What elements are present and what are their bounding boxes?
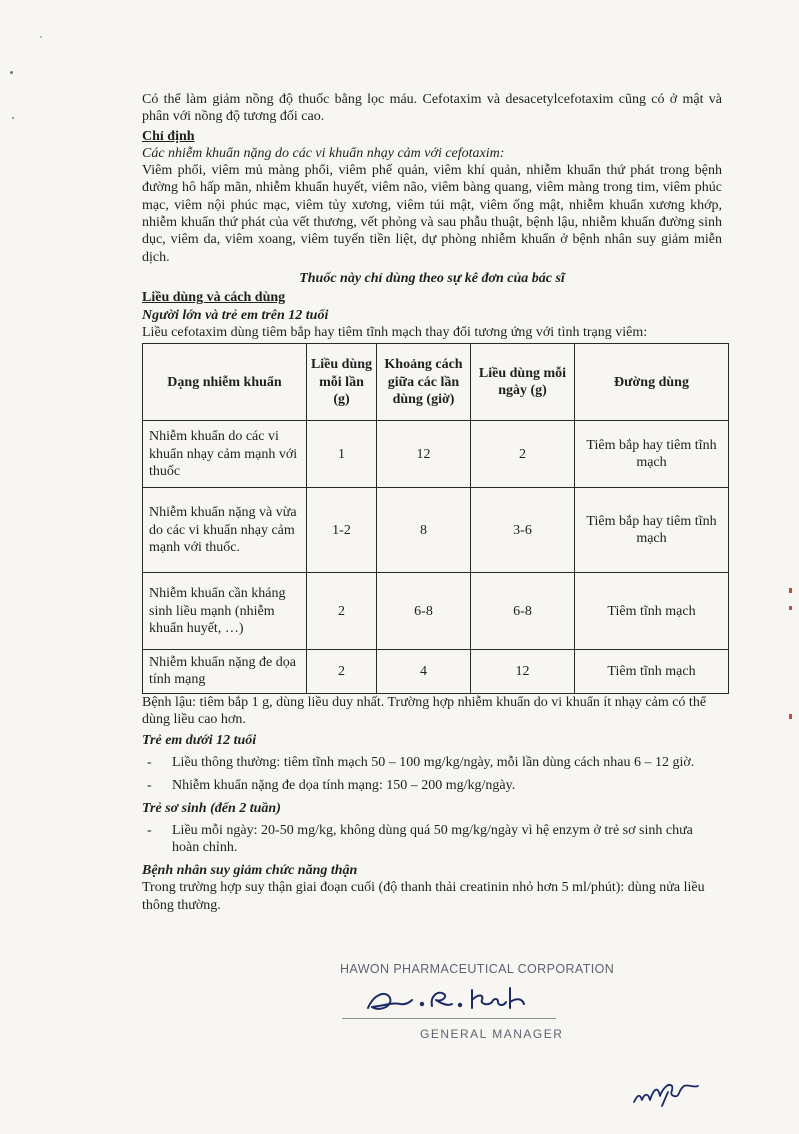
interval-cell: 8 xyxy=(377,488,471,573)
route-cell: Tiêm tĩnh mạch xyxy=(575,573,729,650)
scan-speck xyxy=(10,71,13,74)
table-header-cell: Dạng nhiễm khuẩn xyxy=(143,344,307,421)
table-header-cell: Liều dùng mỗi ngày (g) xyxy=(471,344,575,421)
dosage-table xyxy=(142,343,729,694)
route-cell: Tiêm bắp hay tiêm tĩnh mạch xyxy=(575,421,729,488)
table-header-cell: Đường dùng xyxy=(575,344,729,421)
dosage-heading: Liều dùng và cách dùng xyxy=(142,290,286,306)
dose-per-time-cell: 2 xyxy=(307,650,377,694)
table-header-cell: Khoảng cách giữa các lần dùng (giờ) xyxy=(377,344,471,421)
document-body xyxy=(142,91,722,914)
table-header-cell: Liều dùng mỗi lần (g) xyxy=(307,344,377,421)
list-marker: - xyxy=(147,822,152,838)
daily-dose-cell: 6-8 xyxy=(471,573,575,650)
scan-edge-mark xyxy=(789,588,792,593)
renal-text: Trong trường hợp suy thận giai đoạn cuối (độ thanh thải creatinin nhỏ hơn 5 ml/phút): dùng nửa liều thông thường. xyxy=(142,880,705,913)
manager-title: GENERAL MANAGER xyxy=(420,1027,564,1041)
daily-dose-cell: 12 xyxy=(471,650,575,694)
dose-per-time-cell: 1-2 xyxy=(307,488,377,573)
list-item: - Liều thông thường: tiêm tĩnh mạch 50 – 100 mg/kg/ngày, mỗi lần dùng cách nhau 6 – 12 giờ. xyxy=(147,754,695,770)
adults-intro: Liều cefotaxim dùng tiêm bắp hay tiêm tĩnh mạch thay đổi tương ứng với tình trạng viêm: xyxy=(142,324,648,340)
children-dosage-list xyxy=(142,754,722,795)
newborn-dosage-list xyxy=(142,822,722,857)
indications-text: Viêm phổi, viêm mủ màng phổi, viêm phế quản, viêm khí quản, nhiễm khuẩn thứ phát trong bệnh đường hô hấp mãn, nhiễm khuẩn huyết, viêm não, viêm bàng quang, viêm màng trong tim, viêm phúc mạc, viêm nội phúc mạc, viêm tủy xương, viêm túi mật, viêm ống mật, nhiễm khuẩn xương khớp, nhiễm khuẩn thứ phát của vết thương, vết phỏng và sau phẫu thuật, bệnh lậu, nhiễm khuẩn đường sinh dục, viêm da, viêm xoang, viêm tuyến tiền liệt, dự phòng nhiễm khuẩn ở bệnh nhân suy giảm miễn dịch. xyxy=(142,163,722,265)
route-cell: Tiêm tĩnh mạch xyxy=(575,650,729,694)
route-cell: Tiêm bắp hay tiêm tĩnh mạch xyxy=(575,488,729,573)
daily-dose-cell: 2 xyxy=(471,421,575,488)
company-stamp: HAWON PHARMACEUTICAL CORPORATION xyxy=(340,962,615,976)
gonorrhea-note: Bệnh lậu: tiêm bắp 1 g, dùng liều duy nhất. Trường hợp nhiễm khuẩn do vi khuẩn ít nhạy cảm có thể dùng liều cao hơn. xyxy=(142,694,707,728)
children-heading: Trẻ em dưới 12 tuổi xyxy=(142,733,257,749)
newborn-heading: Trẻ sơ sinh (đến 2 tuần) xyxy=(142,801,281,817)
list-marker: - xyxy=(147,754,152,770)
infection-type-cell: Nhiễm khuẩn nặng và vừa do các vi khuẩn nhạy cảm mạnh với thuốc. xyxy=(143,488,307,573)
list-marker: - xyxy=(147,777,152,793)
table-row xyxy=(143,573,729,650)
indications-subheading: Các nhiễm khuẩn nặng do các vi khuẩn nhạy cảm với cefotaxim: xyxy=(142,145,505,161)
daily-dose-cell: 3-6 xyxy=(471,488,575,573)
table-row xyxy=(143,650,729,694)
scan-speck xyxy=(12,117,14,119)
interval-cell: 12 xyxy=(377,421,471,488)
adults-heading: Người lớn và trẻ em trên 12 tuổi xyxy=(142,307,329,323)
list-item: - Nhiễm khuẩn nặng đe dọa tính mạng: 150 – 200 mg/kg/ngày. xyxy=(147,777,516,793)
manager-signature-icon xyxy=(360,980,550,1016)
table-row xyxy=(143,488,729,573)
scan-edge-mark xyxy=(789,714,792,719)
indications-heading: Chỉ định xyxy=(142,128,195,144)
table-header-row xyxy=(143,344,729,421)
renal-heading: Bệnh nhân suy giảm chức năng thận xyxy=(142,863,358,879)
prescription-note: Thuốc này chỉ dùng theo sự kê đơn của bác sĩ xyxy=(299,270,565,286)
infection-type-cell: Nhiễm khuẩn do các vi khuẩn nhạy cảm mạnh với thuốc xyxy=(143,421,307,488)
signature-divider xyxy=(342,1018,556,1019)
interval-cell: 6-8 xyxy=(377,573,471,650)
table-row xyxy=(143,421,729,488)
intro-paragraph: Có thể làm giảm nồng độ thuốc bằng lọc máu. Cefotaxim và desacetylcefotaxim cũng có ở mật và phân với nồng độ tương đối cao. xyxy=(142,92,722,125)
handwritten-initials-icon xyxy=(628,1072,708,1112)
interval-cell: 4 xyxy=(377,650,471,694)
scan-speck xyxy=(40,36,42,38)
dose-per-time-cell: 1 xyxy=(307,421,377,488)
infection-type-cell: Nhiễm khuẩn nặng đe dọa tính mạng xyxy=(143,650,307,694)
list-item: - Liều mỗi ngày: 20-50 mg/kg, không dùng quá 50 mg/kg/ngày vì hệ enzym ở trẻ sơ sinh chưa hoàn chỉnh. xyxy=(147,822,693,855)
infection-type-cell: Nhiễm khuẩn cần kháng sinh liều mạnh (nhiễm khuẩn huyết, …) xyxy=(143,573,307,650)
dose-per-time-cell: 2 xyxy=(307,573,377,650)
scan-edge-mark xyxy=(789,606,792,610)
